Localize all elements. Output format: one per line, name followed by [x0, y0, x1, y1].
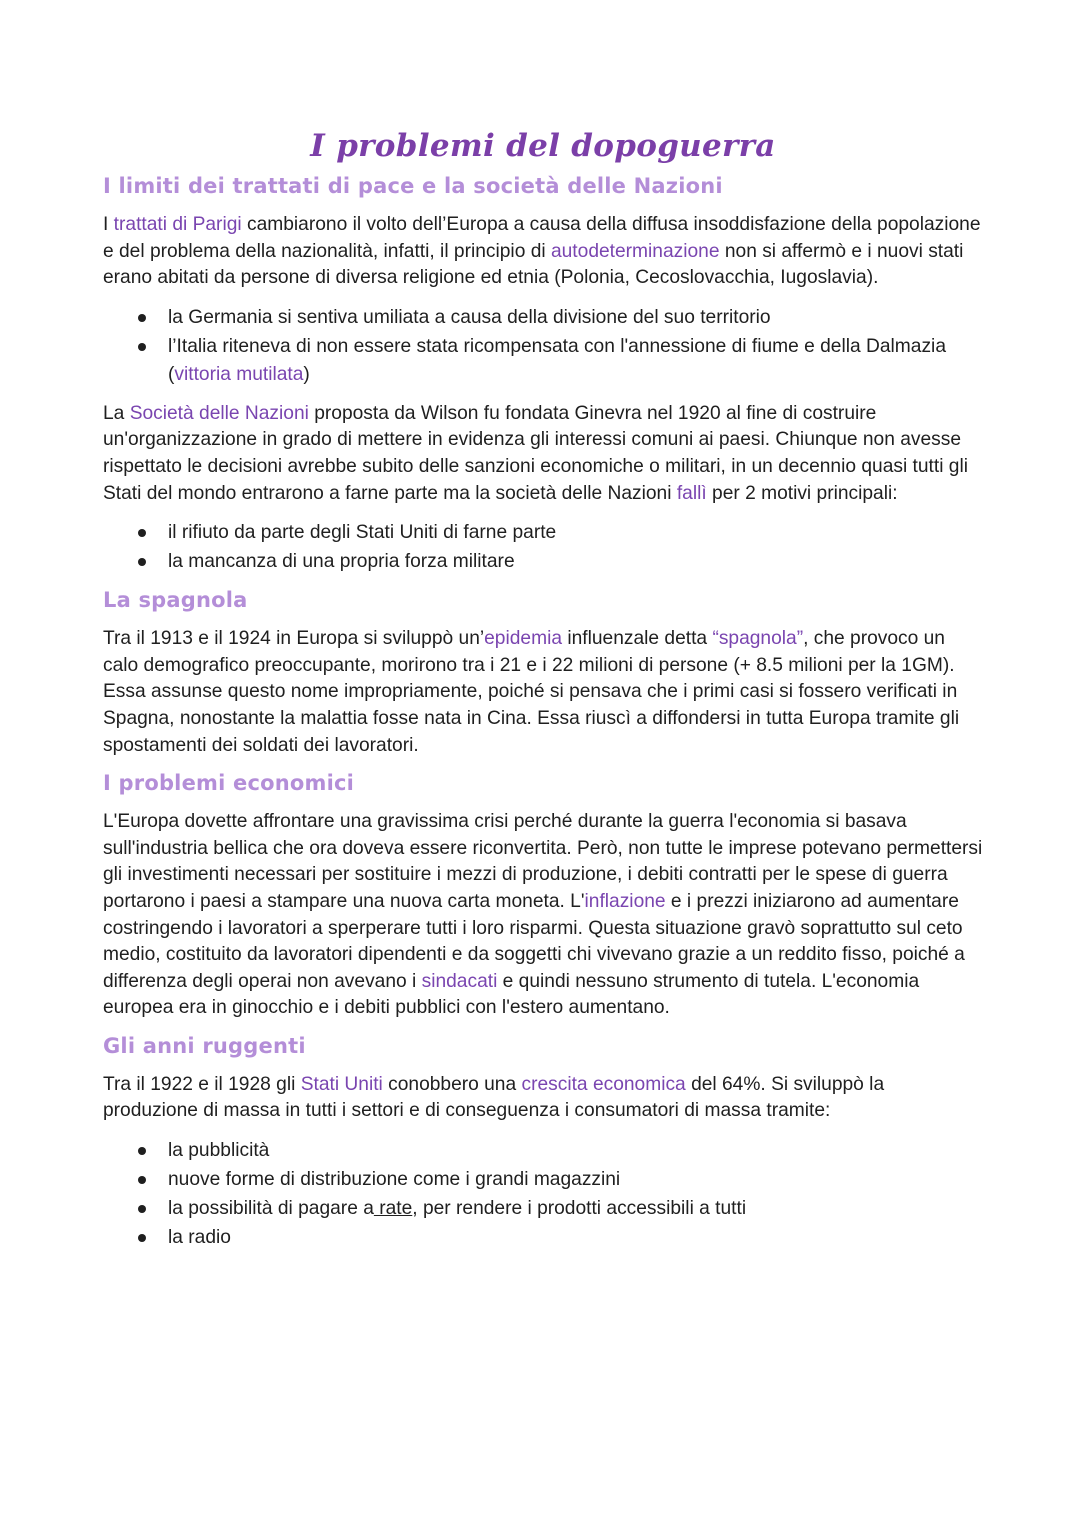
highlight-term: vittoria mutilata	[174, 363, 304, 385]
list-item	[103, 1137, 983, 1165]
list-item-text: la mancanza di una propria forza militare	[168, 551, 515, 573]
highlight-term: sindacati	[421, 970, 498, 992]
section-heading: La spagnola	[103, 588, 248, 613]
paragraph	[103, 626, 983, 759]
page-title: I problemi del dopoguerra	[310, 128, 776, 164]
text: per 2 motivi principali:	[706, 482, 898, 504]
section-problemi-economici	[103, 771, 983, 1022]
text: L'Europa dovette affrontare una gravissima crisi perché durante la guerra l'economia si basava sull'industria bellica che ora doveva essere riconvertita. Però, non tutte le imprese potevano permettersi gli investimenti necessari per sostituire i mezzi di produzione, i debiti contratti per le spese di guerra portarono i paesi a stampare una nuova carta moneta. L'	[103, 811, 983, 912]
list-item-text: l’Italia riteneva di non essere stata ricompensata con l'annessione di fiume e della Dalmazia (	[168, 335, 946, 385]
section-spagnola	[103, 588, 983, 759]
text: La	[103, 402, 130, 424]
section-heading: Gli anni ruggenti	[103, 1033, 306, 1058]
list-item-text: , per rendere i prodotti accessibili a tutti	[412, 1198, 747, 1220]
text: cambiarono il volto dell’Europa a causa della diffusa insoddisfazione della popolazione e del problema della nazionalità, infatti, il principio di	[103, 214, 981, 262]
bullet-list	[103, 519, 983, 576]
bullet-list	[103, 304, 983, 389]
bullet-icon	[138, 1205, 146, 1213]
paragraph	[103, 212, 983, 292]
section-anni-ruggenti	[103, 1034, 983, 1252]
paragraph	[103, 1072, 983, 1125]
bullet-icon	[138, 343, 146, 351]
bullet-icon	[138, 1147, 146, 1155]
text: I	[103, 214, 114, 235]
list-item-text: la Germania si sentiva umiliata a causa della divisione del suo territorio	[168, 306, 771, 328]
bullet-icon	[138, 1234, 146, 1242]
bullet-icon	[138, 529, 146, 537]
list-item	[103, 1166, 983, 1194]
list-item-text: )	[303, 363, 310, 385]
highlight-term: autodeterminazione	[550, 240, 720, 262]
highlight-term: Stati Uniti	[300, 1073, 383, 1095]
highlight-term: fallì	[676, 482, 707, 504]
section-trattati	[103, 174, 983, 576]
list-item-text: la pubblicità	[168, 1140, 270, 1162]
section-heading: I limiti dei trattati di pace e la società delle Nazioni	[103, 174, 723, 198]
highlight-term: crescita economica	[521, 1073, 686, 1095]
highlight-term: inflazione	[584, 890, 666, 912]
bullet-icon	[138, 314, 146, 322]
paragraph	[103, 401, 983, 507]
list-item	[103, 519, 983, 547]
list-item	[103, 333, 983, 389]
text: e i prezzi iniziarono ad aumentare costringendo i lavoratori a sperperare tutti i loro risparmi. Questa situazione gravò soprattutto sul ceto medio, costituito da lavoratori dipendenti e da soggetti chi vivevano grazie a un reddito fisso, poiché a differenza degli operai non avevano i	[103, 890, 965, 992]
text: conobbero una	[382, 1073, 522, 1095]
bullet-icon	[138, 558, 146, 566]
highlight-term: epidemia	[484, 628, 563, 650]
highlight-term: trattati di Parigi	[113, 214, 242, 235]
text: Tra il 1913 e il 1924 in Europa si sviluppò un’	[103, 628, 485, 650]
list-item-text: il rifiuto da parte degli Stati Uniti di farne parte	[168, 522, 557, 544]
text: non si affermò e i nuovi stati erano abitati da persone di diversa religione ed etnia (Polonia, Cecoslovacchia, Iugoslavia).	[103, 240, 964, 289]
underlined-term: rate	[373, 1198, 413, 1220]
document-page	[103, 128, 983, 1264]
text: del 64%. Si sviluppò la produzione di massa in tutti i settori e di conseguenza i consumatori di massa tramite:	[103, 1073, 885, 1122]
list-item	[103, 304, 983, 332]
list-item	[103, 548, 983, 576]
list-item-text: la radio	[168, 1227, 231, 1249]
text: Tra il 1922 e il 1928 gli	[103, 1073, 301, 1095]
highlight-term: “spagnola”	[712, 628, 804, 650]
list-item	[103, 1195, 983, 1223]
text: proposta da Wilson fu fondata Ginevra nel 1920 al fine di costruire un'organizzazione in grado di mettere in evidenza gli interessi comuni ai paesi. Chiunque non avesse rispettato le decisioni avrebbe subito delle sanzioni economiche o militari, in un decennio quasi tutti gli Stati del mondo entrarono a farne parte ma la società delle Nazioni	[103, 402, 969, 504]
paragraph	[103, 809, 983, 1022]
section-heading: I problemi economici	[103, 771, 355, 796]
bullet-list	[103, 1137, 983, 1252]
list-item-text: la possibilità di pagare a	[168, 1198, 374, 1220]
list-item	[103, 1224, 983, 1252]
highlight-term: Società delle Nazioni	[129, 402, 309, 424]
list-item-text: nuove forme di distribuzione come i grandi magazzini	[168, 1169, 621, 1191]
bullet-icon	[138, 1176, 146, 1184]
text: influenzale detta	[562, 628, 713, 650]
text: e quindi nessuno strumento di tutela. L'economia europea era in ginocchio e i debiti pubblici con l'estero aumentano.	[103, 970, 920, 1019]
text: , che provoco un calo demografico preoccupante, morirono tra i 21 e i 22 milioni di persone (+ 8.5 milioni per la 1GM). Essa assunse questo nome impropriamente, poiché si pensava che i primi casi si fossero verificati in Spagna, nonostante la malattia fosse nata in Cina. Essa riuscì a diffondersi in tutta Europa tramite gli spostamenti dei soldati dei lavoratori.	[103, 628, 960, 756]
